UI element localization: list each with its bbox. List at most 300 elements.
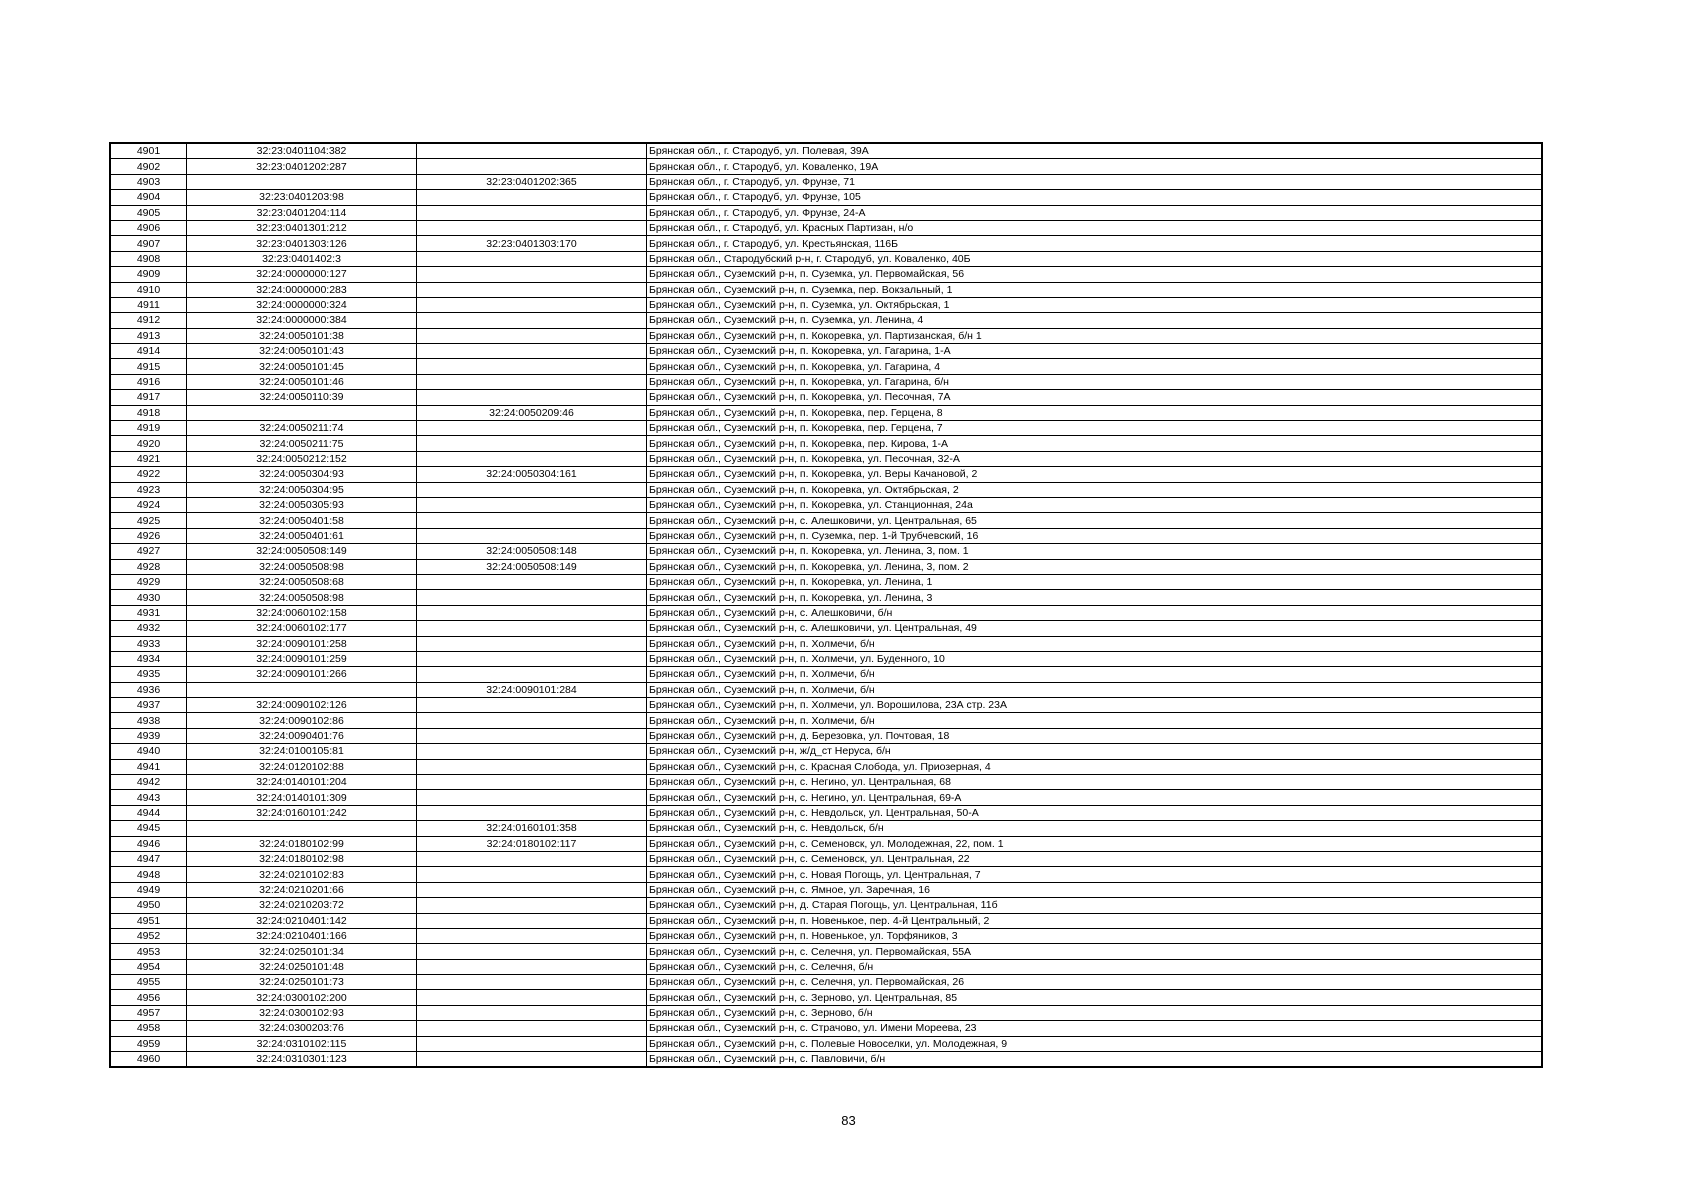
address-cell: Брянская обл., Суземский р-н, с. Ямное, ул. Заречная, 16 xyxy=(647,882,1543,897)
row-number-cell: 4936 xyxy=(110,682,187,697)
address-cell: Брянская обл., Суземский р-н, с. Негино, ул. Центральная, 68 xyxy=(647,775,1543,790)
row-number-cell: 4957 xyxy=(110,1005,187,1020)
table-row xyxy=(110,251,1542,266)
row-number-cell: 4925 xyxy=(110,513,187,528)
cadastral-number-cell xyxy=(187,682,417,697)
row-number-cell: 4941 xyxy=(110,759,187,774)
row-number-cell: 4959 xyxy=(110,1036,187,1051)
table-row xyxy=(110,1021,1542,1036)
table-row xyxy=(110,513,1542,528)
table-row xyxy=(110,728,1542,743)
related-cadastral-number-cell xyxy=(417,928,647,943)
address-cell: Брянская обл., Суземский р-н, с. Зерново, б/н xyxy=(647,1005,1543,1020)
address-cell: Брянская обл., г. Стародуб, ул. Фрунзе, 105 xyxy=(647,190,1543,205)
row-number-cell: 4909 xyxy=(110,267,187,282)
row-number-cell: 4937 xyxy=(110,698,187,713)
table-row xyxy=(110,236,1542,251)
address-cell: Брянская обл., Суземский р-н, п. Кокоревка, ул. Гагарина, 1-А xyxy=(647,344,1543,359)
row-number-cell: 4960 xyxy=(110,1052,187,1068)
table-row xyxy=(110,313,1542,328)
table-row xyxy=(110,159,1542,174)
row-number-cell: 4927 xyxy=(110,544,187,559)
related-cadastral-number-cell xyxy=(417,759,647,774)
cadastral-number-cell: 32:24:0000000:324 xyxy=(187,297,417,312)
row-number-cell: 4908 xyxy=(110,251,187,266)
cadastral-number-cell: 32:24:0000000:127 xyxy=(187,267,417,282)
cadastral-number-cell: 32:24:0050305:93 xyxy=(187,497,417,512)
table-row xyxy=(110,451,1542,466)
table-row xyxy=(110,328,1542,343)
row-number-cell: 4904 xyxy=(110,190,187,205)
cadastral-number-cell: 32:24:0250101:48 xyxy=(187,959,417,974)
cadastral-number-cell: 32:24:0310301:123 xyxy=(187,1052,417,1068)
related-cadastral-number-cell: 32:24:0050209:46 xyxy=(417,405,647,420)
table-row xyxy=(110,297,1542,312)
address-cell: Брянская обл., Суземский р-н, п. Новенькое, ул. Торфяников, 3 xyxy=(647,928,1543,943)
related-cadastral-number-cell xyxy=(417,636,647,651)
table-row xyxy=(110,621,1542,636)
row-number-cell: 4922 xyxy=(110,467,187,482)
row-number-cell: 4928 xyxy=(110,559,187,574)
row-number-cell: 4903 xyxy=(110,174,187,189)
address-cell: Брянская обл., Суземский р-н, с. Невдольск, б/н xyxy=(647,821,1543,836)
related-cadastral-number-cell: 32:23:0401303:170 xyxy=(417,236,647,251)
cadastral-number-cell: 32:24:0180102:99 xyxy=(187,836,417,851)
address-cell: Брянская обл., Суземский р-н, п. Кокоревка, ул. Ленина, 3, пом. 2 xyxy=(647,559,1543,574)
row-number-cell: 4953 xyxy=(110,944,187,959)
related-cadastral-number-cell xyxy=(417,1036,647,1051)
cadastral-number-cell: 32:24:0250101:34 xyxy=(187,944,417,959)
row-number-cell: 4917 xyxy=(110,390,187,405)
related-cadastral-number-cell xyxy=(417,190,647,205)
row-number-cell: 4956 xyxy=(110,990,187,1005)
cadastral-number-cell: 32:24:0050101:43 xyxy=(187,344,417,359)
cadastral-number-cell: 32:24:0250101:73 xyxy=(187,975,417,990)
cadastral-number-cell: 32:24:0000000:384 xyxy=(187,313,417,328)
table-row xyxy=(110,405,1542,420)
row-number-cell: 4915 xyxy=(110,359,187,374)
table-row xyxy=(110,205,1542,220)
cadastral-number-cell: 32:24:0210102:83 xyxy=(187,867,417,882)
table-row xyxy=(110,190,1542,205)
row-number-cell: 4916 xyxy=(110,374,187,389)
row-number-cell: 4921 xyxy=(110,451,187,466)
cadastral-number-cell: 32:24:0210201:66 xyxy=(187,882,417,897)
address-cell: Брянская обл., Суземский р-н, п. Кокоревка, ул. Песочная, 7А xyxy=(647,390,1543,405)
cadastral-number-cell xyxy=(187,174,417,189)
table-row xyxy=(110,1052,1542,1068)
related-cadastral-number-cell xyxy=(417,267,647,282)
related-cadastral-number-cell xyxy=(417,944,647,959)
table-row xyxy=(110,836,1542,851)
address-cell: Брянская обл., Суземский р-н, п. Холмечи, б/н xyxy=(647,713,1543,728)
cadastral-number-cell: 32:23:0401402:3 xyxy=(187,251,417,266)
row-number-cell: 4955 xyxy=(110,975,187,990)
table-row xyxy=(110,651,1542,666)
address-cell: Брянская обл., г. Стародуб, ул. Коваленко, 19А xyxy=(647,159,1543,174)
cadastral-number-cell: 32:24:0050508:98 xyxy=(187,559,417,574)
related-cadastral-number-cell xyxy=(417,698,647,713)
address-cell: Брянская обл., Суземский р-н, п. Кокоревка, ул. Октябрьская, 2 xyxy=(647,482,1543,497)
related-cadastral-number-cell xyxy=(417,882,647,897)
related-cadastral-number-cell xyxy=(417,205,647,220)
table-row xyxy=(110,682,1542,697)
cadastral-number-cell: 32:24:0310102:115 xyxy=(187,1036,417,1051)
cadastral-number-cell: 32:24:0050401:61 xyxy=(187,528,417,543)
cadastral-number-cell: 32:24:0160101:242 xyxy=(187,805,417,820)
cadastral-number-cell: 32:24:0060102:158 xyxy=(187,605,417,620)
table-row xyxy=(110,790,1542,805)
cadastral-number-cell xyxy=(187,405,417,420)
row-number-cell: 4930 xyxy=(110,590,187,605)
address-cell: Брянская обл., Суземский р-н, д. Березовка, ул. Почтовая, 18 xyxy=(647,728,1543,743)
cadastral-number-cell: 32:23:0401104:382 xyxy=(187,143,417,159)
row-number-cell: 4910 xyxy=(110,282,187,297)
cadastral-number-cell: 32:24:0090101:266 xyxy=(187,667,417,682)
table-row xyxy=(110,174,1542,189)
address-cell: Брянская обл., Суземский р-н, с. Селечня, б/н xyxy=(647,959,1543,974)
related-cadastral-number-cell xyxy=(417,374,647,389)
row-number-cell: 4945 xyxy=(110,821,187,836)
related-cadastral-number-cell xyxy=(417,574,647,589)
related-cadastral-number-cell xyxy=(417,1052,647,1068)
row-number-cell: 4934 xyxy=(110,651,187,666)
related-cadastral-number-cell xyxy=(417,497,647,512)
address-cell: Брянская обл., Суземский р-н, п. Суземка, ул. Первомайская, 56 xyxy=(647,267,1543,282)
row-number-cell: 4952 xyxy=(110,928,187,943)
address-cell: Брянская обл., Суземский р-н, п. Холмечи, б/н xyxy=(647,667,1543,682)
related-cadastral-number-cell: 32:23:0401202:365 xyxy=(417,174,647,189)
address-cell: Брянская обл., Суземский р-н, с. Негино, ул. Центральная, 69-А xyxy=(647,790,1543,805)
table-row xyxy=(110,421,1542,436)
cadastral-number-cell: 32:24:0050211:74 xyxy=(187,421,417,436)
row-number-cell: 4947 xyxy=(110,851,187,866)
table-row xyxy=(110,959,1542,974)
registry-table-body xyxy=(110,143,1542,1067)
table-row xyxy=(110,882,1542,897)
cadastral-number-cell: 32:24:0050101:46 xyxy=(187,374,417,389)
related-cadastral-number-cell xyxy=(417,159,647,174)
related-cadastral-number-cell xyxy=(417,390,647,405)
address-cell: Брянская обл., Суземский р-н, д. Старая Погощь, ул. Центральная, 11б xyxy=(647,898,1543,913)
row-number-cell: 4911 xyxy=(110,297,187,312)
address-cell: Брянская обл., г. Стародуб, ул. Фрунзе, 24-А xyxy=(647,205,1543,220)
row-number-cell: 4912 xyxy=(110,313,187,328)
row-number-cell: 4938 xyxy=(110,713,187,728)
cadastral-number-cell: 32:24:0050508:68 xyxy=(187,574,417,589)
table-row xyxy=(110,898,1542,913)
related-cadastral-number-cell xyxy=(417,651,647,666)
address-cell: Брянская обл., Суземский р-н, с. Полевые Новоселки, ул. Молодежная, 9 xyxy=(647,1036,1543,1051)
related-cadastral-number-cell xyxy=(417,605,647,620)
address-cell: Брянская обл., Суземский р-н, п. Кокоревка, ул. Ленина, 3, пом. 1 xyxy=(647,544,1543,559)
row-number-cell: 4924 xyxy=(110,497,187,512)
table-row xyxy=(110,744,1542,759)
related-cadastral-number-cell xyxy=(417,728,647,743)
row-number-cell: 4948 xyxy=(110,867,187,882)
table-row xyxy=(110,359,1542,374)
cadastral-number-cell: 32:23:0401204:114 xyxy=(187,205,417,220)
table-row xyxy=(110,713,1542,728)
related-cadastral-number-cell xyxy=(417,143,647,159)
table-row xyxy=(110,636,1542,651)
related-cadastral-number-cell xyxy=(417,513,647,528)
cadastral-number-cell: 32:24:0050110:39 xyxy=(187,390,417,405)
row-number-cell: 4933 xyxy=(110,636,187,651)
related-cadastral-number-cell xyxy=(417,297,647,312)
related-cadastral-number-cell xyxy=(417,421,647,436)
related-cadastral-number-cell xyxy=(417,590,647,605)
address-cell: Брянская обл., Суземский р-н, п. Суземка, пер. Вокзальный, 1 xyxy=(647,282,1543,297)
address-cell: Брянская обл., Суземский р-н, п. Кокоревка, пер. Кирова, 1-А xyxy=(647,436,1543,451)
related-cadastral-number-cell xyxy=(417,1021,647,1036)
address-cell: Брянская обл., г. Стародуб, ул. Крестьянская, 116Б xyxy=(647,236,1543,251)
cadastral-number-cell: 32:24:0000000:283 xyxy=(187,282,417,297)
address-cell: Брянская обл., Суземский р-н, п. Кокоревка, ул. Партизанская, б/н 1 xyxy=(647,328,1543,343)
table-row xyxy=(110,282,1542,297)
related-cadastral-number-cell xyxy=(417,667,647,682)
row-number-cell: 4942 xyxy=(110,775,187,790)
related-cadastral-number-cell: 32:24:0160101:358 xyxy=(417,821,647,836)
table-row xyxy=(110,759,1542,774)
cadastral-number-cell: 32:24:0140101:309 xyxy=(187,790,417,805)
related-cadastral-number-cell xyxy=(417,713,647,728)
cadastral-number-cell: 32:24:0180102:98 xyxy=(187,851,417,866)
address-cell: Брянская обл., г. Стародуб, ул. Полевая, 39А xyxy=(647,143,1543,159)
row-number-cell: 4918 xyxy=(110,405,187,420)
address-cell: Брянская обл., Суземский р-н, с. Зерново, ул. Центральная, 85 xyxy=(647,990,1543,1005)
row-number-cell: 4946 xyxy=(110,836,187,851)
table-row xyxy=(110,436,1542,451)
row-number-cell: 4923 xyxy=(110,482,187,497)
row-number-cell: 4935 xyxy=(110,667,187,682)
cadastral-number-cell: 32:24:0050212:152 xyxy=(187,451,417,466)
table-row xyxy=(110,374,1542,389)
address-cell: Брянская обл., Суземский р-н, п. Кокоревка, ул. Гагарина, 4 xyxy=(647,359,1543,374)
related-cadastral-number-cell xyxy=(417,975,647,990)
related-cadastral-number-cell xyxy=(417,867,647,882)
related-cadastral-number-cell xyxy=(417,775,647,790)
table-row xyxy=(110,544,1542,559)
address-cell: Брянская обл., Суземский р-н, с. Алешковичи, ул. Центральная, 65 xyxy=(647,513,1543,528)
related-cadastral-number-cell: 32:24:0180102:117 xyxy=(417,836,647,851)
address-cell: Брянская обл., Суземский р-н, с. Павловичи, б/н xyxy=(647,1052,1543,1068)
related-cadastral-number-cell xyxy=(417,744,647,759)
related-cadastral-number-cell xyxy=(417,436,647,451)
address-cell: Брянская обл., Суземский р-н, п. Кокоревка, пер. Герцена, 8 xyxy=(647,405,1543,420)
row-number-cell: 4950 xyxy=(110,898,187,913)
address-cell: Брянская обл., Суземский р-н, с. Семеновск, ул. Центральная, 22 xyxy=(647,851,1543,866)
row-number-cell: 4954 xyxy=(110,959,187,974)
table-row xyxy=(110,559,1542,574)
related-cadastral-number-cell xyxy=(417,1005,647,1020)
cadastral-number-cell: 32:24:0050508:98 xyxy=(187,590,417,605)
row-number-cell: 4913 xyxy=(110,328,187,343)
related-cadastral-number-cell xyxy=(417,451,647,466)
table-row xyxy=(110,667,1542,682)
registry-table xyxy=(109,142,1543,1068)
address-cell: Брянская обл., Суземский р-н, п. Холмечи, ул. Ворошилова, 23А стр. 23А xyxy=(647,698,1543,713)
row-number-cell: 4919 xyxy=(110,421,187,436)
table-row xyxy=(110,390,1542,405)
cadastral-number-cell: 32:23:0401301:212 xyxy=(187,220,417,235)
address-cell: Брянская обл., Суземский р-н, п. Суземка, пер. 1-й Трубчевский, 16 xyxy=(647,528,1543,543)
related-cadastral-number-cell xyxy=(417,851,647,866)
table-row xyxy=(110,482,1542,497)
address-cell: Брянская обл., Суземский р-н, п. Кокоревка, ул. Песочная, 32-А xyxy=(647,451,1543,466)
address-cell: Брянская обл., Суземский р-н, п. Кокоревка, ул. Гагарина, б/н xyxy=(647,374,1543,389)
cadastral-number-cell: 32:24:0050304:93 xyxy=(187,467,417,482)
related-cadastral-number-cell xyxy=(417,621,647,636)
related-cadastral-number-cell xyxy=(417,913,647,928)
cadastral-number-cell: 32:23:0401303:126 xyxy=(187,236,417,251)
cadastral-number-cell: 32:23:0401203:98 xyxy=(187,190,417,205)
related-cadastral-number-cell: 32:24:0050304:161 xyxy=(417,467,647,482)
row-number-cell: 4926 xyxy=(110,528,187,543)
table-row xyxy=(110,805,1542,820)
row-number-cell: 4929 xyxy=(110,574,187,589)
table-row xyxy=(110,220,1542,235)
row-number-cell: 4943 xyxy=(110,790,187,805)
row-number-cell: 4932 xyxy=(110,621,187,636)
address-cell: Брянская обл., Суземский р-н, п. Кокоревка, ул. Станционная, 24а xyxy=(647,497,1543,512)
related-cadastral-number-cell xyxy=(417,344,647,359)
address-cell: Брянская обл., Суземский р-н, с. Красная Слобода, ул. Приозерная, 4 xyxy=(647,759,1543,774)
table-row xyxy=(110,867,1542,882)
table-row xyxy=(110,528,1542,543)
page-number: 83 xyxy=(841,1113,856,1128)
table-row xyxy=(110,143,1542,159)
row-number-cell: 4914 xyxy=(110,344,187,359)
table-row xyxy=(110,1005,1542,1020)
cadastral-number-cell xyxy=(187,821,417,836)
table-row xyxy=(110,574,1542,589)
table-row xyxy=(110,467,1542,482)
row-number-cell: 4901 xyxy=(110,143,187,159)
table-row xyxy=(110,605,1542,620)
related-cadastral-number-cell xyxy=(417,790,647,805)
row-number-cell: 4907 xyxy=(110,236,187,251)
row-number-cell: 4931 xyxy=(110,605,187,620)
row-number-cell: 4944 xyxy=(110,805,187,820)
address-cell: Брянская обл., Суземский р-н, с. Новая Погощь, ул. Центральная, 7 xyxy=(647,867,1543,882)
address-cell: Брянская обл., Суземский р-н, п. Кокоревка, ул. Ленина, 3 xyxy=(647,590,1543,605)
cadastral-number-cell: 32:24:0300102:93 xyxy=(187,1005,417,1020)
row-number-cell: 4958 xyxy=(110,1021,187,1036)
cadastral-number-cell: 32:24:0300102:200 xyxy=(187,990,417,1005)
related-cadastral-number-cell xyxy=(417,898,647,913)
cadastral-number-cell: 32:24:0300203:76 xyxy=(187,1021,417,1036)
cadastral-number-cell: 32:24:0120102:88 xyxy=(187,759,417,774)
row-number-cell: 4940 xyxy=(110,744,187,759)
address-cell: Брянская обл., г. Стародуб, ул. Фрунзе, 71 xyxy=(647,174,1543,189)
cadastral-number-cell: 32:24:0050508:149 xyxy=(187,544,417,559)
related-cadastral-number-cell xyxy=(417,359,647,374)
cadastral-number-cell: 32:24:0140101:204 xyxy=(187,775,417,790)
related-cadastral-number-cell xyxy=(417,990,647,1005)
table-row xyxy=(110,775,1542,790)
table-row xyxy=(110,944,1542,959)
cadastral-number-cell: 32:24:0100105:81 xyxy=(187,744,417,759)
table-row xyxy=(110,344,1542,359)
address-cell: Брянская обл., г. Стародуб, ул. Красных Партизан, н/о xyxy=(647,220,1543,235)
address-cell: Брянская обл., Суземский р-н, п. Холмечи, ул. Буденного, 10 xyxy=(647,651,1543,666)
cadastral-number-cell: 32:24:0090101:259 xyxy=(187,651,417,666)
cadastral-number-cell: 32:24:0050101:45 xyxy=(187,359,417,374)
row-number-cell: 4951 xyxy=(110,913,187,928)
related-cadastral-number-cell xyxy=(417,220,647,235)
table-row xyxy=(110,821,1542,836)
address-cell: Брянская обл., Суземский р-н, п. Новенькое, пер. 4-й Центральный, 2 xyxy=(647,913,1543,928)
cadastral-number-cell: 32:24:0090401:76 xyxy=(187,728,417,743)
address-cell: Брянская обл., Суземский р-н, с. Алешковичи, б/н xyxy=(647,605,1543,620)
row-number-cell: 4949 xyxy=(110,882,187,897)
address-cell: Брянская обл., Суземский р-н, с. Селечня, ул. Первомайская, 26 xyxy=(647,975,1543,990)
related-cadastral-number-cell xyxy=(417,482,647,497)
address-cell: Брянская обл., Суземский р-н, с. Страчово, ул. Имени Мореева, 23 xyxy=(647,1021,1543,1036)
related-cadastral-number-cell xyxy=(417,313,647,328)
row-number-cell: 4920 xyxy=(110,436,187,451)
related-cadastral-number-cell: 32:24:0050508:148 xyxy=(417,544,647,559)
cadastral-number-cell: 32:24:0210401:142 xyxy=(187,913,417,928)
registry-sheet xyxy=(109,142,1543,1068)
cadastral-number-cell: 32:24:0090102:126 xyxy=(187,698,417,713)
address-cell: Брянская обл., Суземский р-н, п. Суземка, ул. Ленина, 4 xyxy=(647,313,1543,328)
address-cell: Брянская обл., Суземский р-н, п. Кокоревка, ул. Ленина, 1 xyxy=(647,574,1543,589)
related-cadastral-number-cell xyxy=(417,528,647,543)
row-number-cell: 4902 xyxy=(110,159,187,174)
cadastral-number-cell: 32:24:0050304:95 xyxy=(187,482,417,497)
cadastral-number-cell: 32:23:0401202:287 xyxy=(187,159,417,174)
cadastral-number-cell: 32:24:0060102:177 xyxy=(187,621,417,636)
address-cell: Брянская обл., Суземский р-н, п. Холмечи, б/н xyxy=(647,636,1543,651)
address-cell: Брянская обл., Суземский р-н, с. Невдольск, ул. Центральная, 50-А xyxy=(647,805,1543,820)
cadastral-number-cell: 32:24:0090102:86 xyxy=(187,713,417,728)
address-cell: Брянская обл., Стародубский р-н, г. Стародуб, ул. Коваленко, 40Б xyxy=(647,251,1543,266)
row-number-cell: 4905 xyxy=(110,205,187,220)
address-cell: Брянская обл., Суземский р-н, п. Кокоревка, пер. Герцена, 7 xyxy=(647,421,1543,436)
table-row xyxy=(110,267,1542,282)
address-cell: Брянская обл., Суземский р-н, с. Селечня, ул. Первомайская, 55А xyxy=(647,944,1543,959)
table-row xyxy=(110,590,1542,605)
cadastral-number-cell: 32:24:0050401:58 xyxy=(187,513,417,528)
address-cell: Брянская обл., Суземский р-н, п. Суземка, ул. Октябрьская, 1 xyxy=(647,297,1543,312)
row-number-cell: 4939 xyxy=(110,728,187,743)
table-row xyxy=(110,928,1542,943)
cadastral-number-cell: 32:24:0050101:38 xyxy=(187,328,417,343)
cadastral-number-cell: 32:24:0210203:72 xyxy=(187,898,417,913)
related-cadastral-number-cell: 32:24:0050508:149 xyxy=(417,559,647,574)
table-row xyxy=(110,913,1542,928)
table-row xyxy=(110,851,1542,866)
related-cadastral-number-cell xyxy=(417,328,647,343)
address-cell: Брянская обл., Суземский р-н, с. Семеновск, ул. Молодежная, 22, пом. 1 xyxy=(647,836,1543,851)
related-cadastral-number-cell xyxy=(417,282,647,297)
table-row xyxy=(110,990,1542,1005)
address-cell: Брянская обл., Суземский р-н, п. Холмечи, б/н xyxy=(647,682,1543,697)
related-cadastral-number-cell: 32:24:0090101:284 xyxy=(417,682,647,697)
row-number-cell: 4906 xyxy=(110,220,187,235)
cadastral-number-cell: 32:24:0090101:258 xyxy=(187,636,417,651)
address-cell: Брянская обл., Суземский р-н, с. Алешковичи, ул. Центральная, 49 xyxy=(647,621,1543,636)
address-cell: Брянская обл., Суземский р-н, п. Кокоревка, ул. Веры Качановой, 2 xyxy=(647,467,1543,482)
cadastral-number-cell: 32:24:0210401:166 xyxy=(187,928,417,943)
related-cadastral-number-cell xyxy=(417,251,647,266)
table-row xyxy=(110,497,1542,512)
cadastral-number-cell: 32:24:0050211:75 xyxy=(187,436,417,451)
related-cadastral-number-cell xyxy=(417,959,647,974)
related-cadastral-number-cell xyxy=(417,805,647,820)
